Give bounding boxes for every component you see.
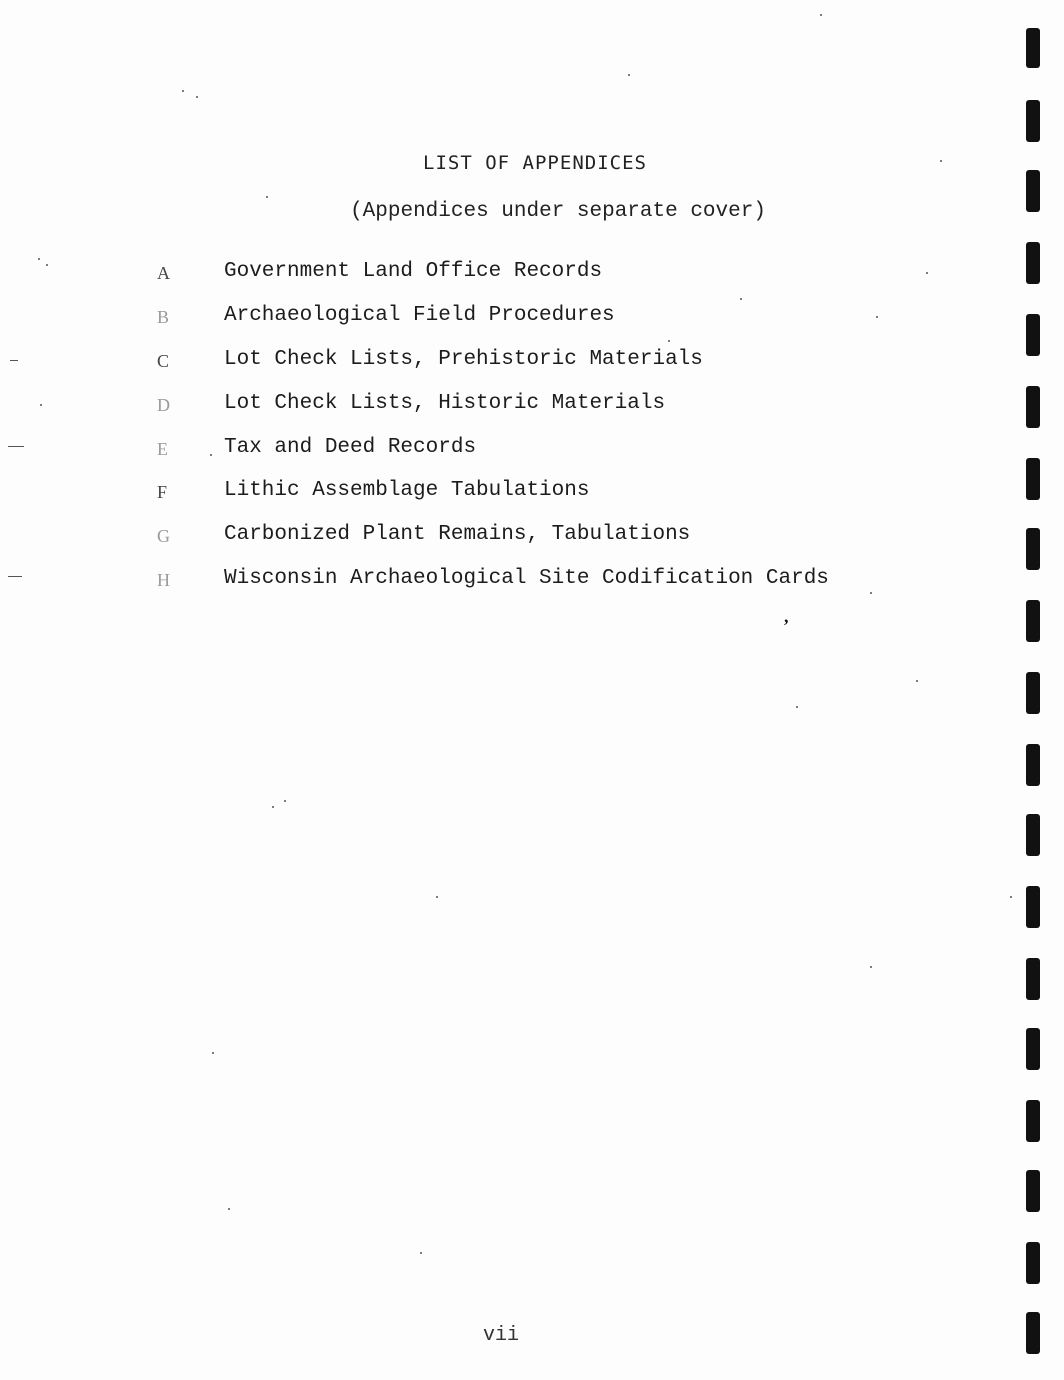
appendix-title: Lot Check Lists, Prehistoric Materials (224, 347, 703, 371)
speck (876, 316, 878, 318)
appendix-title: Lot Check Lists, Historic Materials (224, 391, 666, 415)
speck (266, 196, 268, 198)
binding-hole (1026, 1242, 1040, 1284)
speck (8, 446, 24, 447)
appendix-title: Government Land Office Records (224, 260, 603, 283)
speck (668, 340, 670, 342)
speck (40, 404, 42, 406)
speck (820, 14, 822, 16)
binding-hole (1026, 386, 1040, 428)
speck (196, 96, 198, 98)
speck (8, 576, 22, 577)
appendix-item-b (0, 302, 1000, 346)
appendix-letter: C (157, 350, 170, 371)
appendix-title: Tax and Deed Records (224, 435, 477, 459)
appendix-letter: G (157, 526, 170, 547)
binding-hole (1026, 528, 1040, 570)
speck (38, 258, 40, 260)
appendix-item-d (0, 390, 1000, 434)
binding-hole (1026, 958, 1040, 1000)
binding-hole (1026, 314, 1040, 356)
speck (436, 896, 438, 898)
speck (228, 1208, 230, 1210)
binding-hole (1026, 672, 1040, 714)
appendix-item-c (0, 346, 1000, 390)
binding-hole (1026, 1100, 1040, 1142)
appendix-item-e (0, 434, 1000, 478)
speck (10, 360, 18, 361)
speck (210, 454, 212, 456)
appendix-title: Carbonized Plant Remains, Tabulations (224, 523, 691, 547)
speck (272, 806, 274, 808)
speck (870, 966, 872, 968)
binding-hole (1026, 600, 1040, 642)
binding-hole (1026, 886, 1040, 928)
binding-hole (1026, 458, 1040, 500)
speck (628, 74, 630, 76)
appendix-letter: D (157, 394, 170, 415)
page-subtitle: (Appendices under separate cover) (350, 200, 766, 223)
speck (284, 800, 286, 802)
appendix-item-g (0, 521, 1000, 565)
appendix-letter: F (157, 482, 168, 503)
binding-hole (1026, 1170, 1040, 1212)
speck (870, 592, 872, 594)
binding-hole (1026, 170, 1040, 212)
appendix-title: Wisconsin Archaeological Site Codification Cards (224, 567, 829, 591)
speck (46, 264, 48, 266)
speck (1010, 896, 1012, 898)
binding-hole (1026, 1312, 1040, 1354)
speck (740, 298, 742, 300)
speck (916, 680, 918, 682)
appendix-title: Lithic Assemblage Tabulations (224, 479, 590, 503)
binding-hole (1026, 1028, 1040, 1070)
binding-hole (1026, 744, 1040, 786)
appendix-letter: H (157, 570, 170, 591)
appendix-item-a (0, 258, 1000, 302)
appendix-item-h (0, 565, 1000, 609)
speck (182, 90, 184, 92)
page-number: vii (482, 1324, 519, 1347)
binding-holes (1024, 0, 1064, 1380)
stray-mark: , (784, 606, 789, 626)
binding-hole (1026, 814, 1040, 856)
binding-hole (1026, 28, 1040, 68)
appendix-list (0, 258, 1000, 609)
speck (796, 706, 798, 708)
speck (420, 1252, 422, 1254)
binding-hole (1026, 242, 1040, 284)
appendix-title: Archaeological Field Procedures (224, 303, 615, 327)
appendix-letter: A (157, 263, 170, 283)
page-title: LIST OF APPENDICES (423, 152, 647, 174)
appendix-letter: E (157, 438, 168, 459)
binding-hole (1026, 100, 1040, 142)
speck (940, 160, 942, 162)
appendix-item-f (0, 477, 1000, 521)
speck (926, 272, 928, 274)
appendix-letter: B (157, 306, 170, 327)
speck (212, 1052, 214, 1054)
